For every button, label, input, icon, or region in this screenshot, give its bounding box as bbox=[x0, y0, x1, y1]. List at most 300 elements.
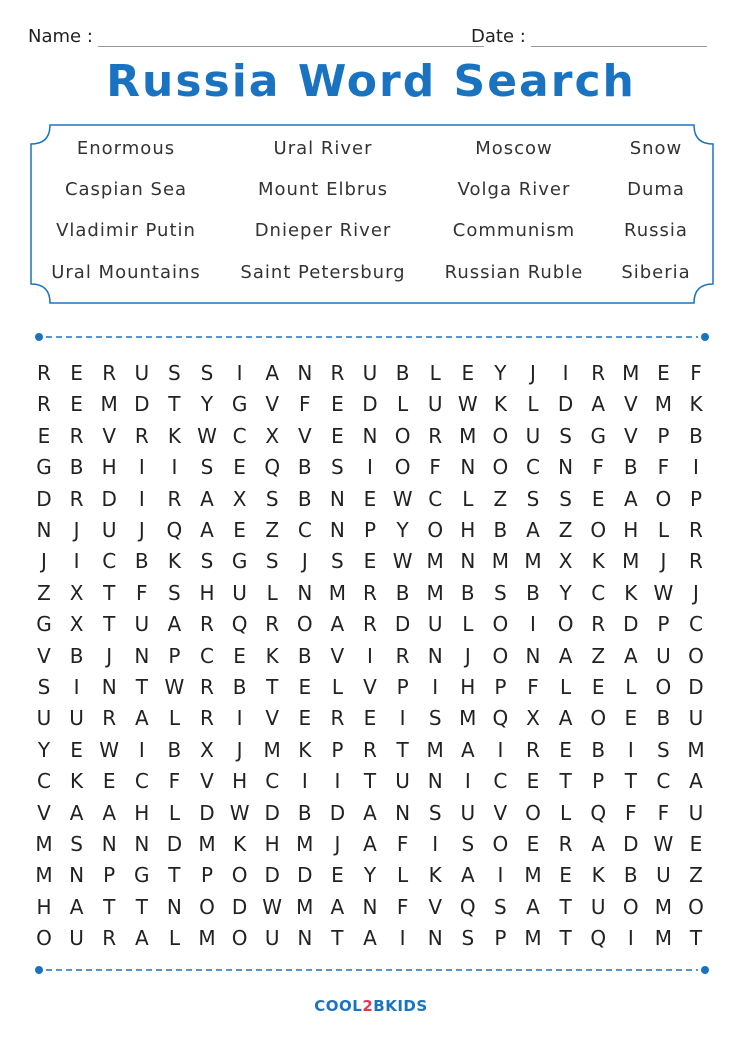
grid-letter[interactable]: W bbox=[99, 737, 120, 762]
grid-letter[interactable]: R bbox=[200, 706, 214, 731]
grid-letter[interactable]: O bbox=[231, 926, 248, 951]
grid-letter[interactable]: S bbox=[461, 926, 475, 951]
grid-letter[interactable]: V bbox=[265, 706, 280, 731]
grid-letter[interactable]: Z bbox=[37, 580, 51, 605]
grid-letter[interactable]: X bbox=[69, 612, 84, 637]
grid-letter[interactable]: B bbox=[623, 455, 638, 480]
grid-letter[interactable]: H bbox=[134, 800, 150, 825]
grid-letter[interactable]: N bbox=[460, 455, 476, 480]
grid-letter[interactable]: I bbox=[693, 455, 699, 480]
grid-letter[interactable]: D bbox=[36, 486, 52, 511]
grid-letter[interactable]: N bbox=[427, 643, 443, 668]
grid-letter[interactable]: H bbox=[264, 832, 280, 856]
grid-letter[interactable]: E bbox=[591, 486, 605, 511]
grid-letter[interactable]: R bbox=[167, 486, 182, 511]
grid-letter[interactable]: O bbox=[557, 612, 574, 637]
grid-letter[interactable]: L bbox=[462, 612, 474, 637]
grid-letter[interactable]: O bbox=[492, 832, 509, 856]
grid-letter[interactable]: S bbox=[265, 486, 279, 511]
grid-letter[interactable]: D bbox=[688, 675, 704, 699]
grid-letter[interactable]: M bbox=[328, 580, 347, 605]
grid-letter[interactable]: K bbox=[167, 423, 181, 448]
grid-letter[interactable]: G bbox=[36, 455, 52, 480]
grid-letter[interactable]: T bbox=[363, 769, 377, 794]
grid-letter[interactable]: T bbox=[559, 926, 572, 951]
grid-letter[interactable]: N bbox=[362, 423, 378, 448]
grid-letter[interactable]: Q bbox=[590, 926, 607, 951]
grid-letter[interactable]: W bbox=[262, 894, 283, 919]
grid-letter[interactable]: D bbox=[623, 612, 639, 637]
grid-letter[interactable]: O bbox=[492, 612, 509, 637]
grid-letter[interactable]: D bbox=[134, 392, 150, 417]
grid-letter[interactable]: C bbox=[656, 769, 671, 794]
grid-letter[interactable]: U bbox=[134, 361, 150, 385]
grid-letter[interactable]: I bbox=[334, 769, 341, 794]
grid-letter[interactable]: E bbox=[70, 737, 83, 762]
grid-letter[interactable]: G bbox=[231, 392, 248, 417]
grid-letter[interactable]: B bbox=[134, 549, 149, 574]
grid-letter[interactable]: Z bbox=[689, 863, 703, 888]
grid-letter[interactable]: R bbox=[428, 423, 443, 448]
grid-letter[interactable]: U bbox=[525, 423, 541, 448]
grid-letter[interactable]: L bbox=[560, 675, 572, 699]
grid-letter[interactable]: V bbox=[428, 894, 443, 919]
grid-letter[interactable]: U bbox=[362, 361, 378, 385]
grid-letter[interactable]: X bbox=[69, 580, 84, 605]
grid-letter[interactable]: R bbox=[395, 643, 410, 668]
grid-letter[interactable]: N bbox=[134, 643, 150, 668]
grid-letter[interactable]: Y bbox=[37, 737, 51, 762]
grid-letter[interactable]: R bbox=[591, 612, 606, 637]
grid-letter[interactable]: E bbox=[559, 737, 572, 762]
grid-letter[interactable]: C bbox=[134, 769, 149, 794]
grid-letter[interactable]: H bbox=[101, 455, 117, 480]
grid-letter[interactable]: A bbox=[558, 706, 573, 731]
grid-letter[interactable]: A bbox=[363, 926, 377, 951]
grid-letter[interactable]: S bbox=[559, 486, 572, 511]
grid-letter[interactable]: M bbox=[459, 423, 477, 448]
grid-letter[interactable]: N bbox=[329, 486, 345, 511]
grid-letter[interactable]: K bbox=[167, 549, 181, 574]
grid-letter[interactable]: R bbox=[689, 518, 703, 542]
grid-letter[interactable]: U bbox=[688, 800, 704, 825]
grid-letter[interactable]: P bbox=[331, 737, 344, 762]
grid-letter[interactable]: P bbox=[200, 863, 214, 888]
grid-letter[interactable]: R bbox=[330, 361, 345, 385]
grid-letter[interactable]: F bbox=[136, 580, 148, 605]
grid-letter[interactable]: M bbox=[622, 549, 640, 574]
grid-letter[interactable]: N bbox=[362, 894, 378, 919]
grid-letter[interactable]: R bbox=[200, 675, 214, 699]
grid-letter[interactable]: Q bbox=[264, 455, 281, 480]
grid-letter[interactable]: J bbox=[660, 549, 667, 574]
grid-letter[interactable]: L bbox=[168, 800, 180, 825]
grid-letter[interactable]: D bbox=[557, 392, 574, 417]
grid-letter[interactable]: H bbox=[460, 518, 476, 542]
grid-letter[interactable]: S bbox=[200, 455, 214, 480]
grid-letter[interactable]: W bbox=[392, 486, 413, 511]
grid-letter[interactable]: L bbox=[168, 926, 180, 951]
grid-letter[interactable]: P bbox=[168, 643, 181, 668]
grid-letter[interactable]: R bbox=[69, 486, 84, 511]
grid-letter[interactable]: I bbox=[138, 455, 145, 480]
grid-letter[interactable]: V bbox=[493, 800, 508, 825]
grid-letter[interactable]: I bbox=[236, 361, 243, 385]
grid-letter[interactable]: Q bbox=[590, 800, 607, 825]
grid-letter[interactable]: A bbox=[134, 926, 149, 951]
grid-letter[interactable]: M bbox=[524, 863, 542, 888]
grid-letter[interactable]: K bbox=[233, 832, 247, 856]
grid-letter[interactable]: E bbox=[363, 706, 377, 731]
grid-letter[interactable]: O bbox=[492, 455, 509, 480]
grid-letter[interactable]: U bbox=[232, 580, 247, 605]
grid-letter[interactable]: E bbox=[689, 832, 703, 856]
grid-letter[interactable]: H bbox=[199, 580, 215, 605]
grid-letter[interactable]: O bbox=[590, 518, 607, 542]
grid-letter[interactable]: J bbox=[73, 518, 80, 542]
grid-letter[interactable]: M bbox=[426, 580, 444, 605]
grid-letter[interactable]: L bbox=[462, 486, 474, 511]
grid-letter[interactable]: O bbox=[199, 894, 215, 919]
grid-letter[interactable]: W bbox=[392, 549, 413, 574]
grid-letter[interactable]: U bbox=[101, 518, 117, 542]
grid-letter[interactable]: J bbox=[236, 737, 243, 762]
grid-letter[interactable]: I bbox=[562, 361, 569, 385]
grid-letter[interactable]: H bbox=[460, 675, 476, 699]
grid-letter[interactable]: W bbox=[653, 580, 674, 605]
grid-letter[interactable]: G bbox=[134, 863, 150, 888]
grid-letter[interactable]: B bbox=[297, 486, 312, 511]
grid-letter[interactable]: C bbox=[689, 612, 703, 637]
grid-letter[interactable]: J bbox=[106, 643, 113, 668]
grid-letter[interactable]: F bbox=[592, 455, 604, 480]
grid-letter[interactable]: E bbox=[363, 549, 377, 574]
grid-letter[interactable]: L bbox=[625, 675, 637, 699]
grid-letter[interactable]: N bbox=[427, 769, 443, 794]
grid-letter[interactable]: G bbox=[590, 423, 606, 448]
grid-letter[interactable]: M bbox=[459, 706, 477, 731]
grid-letter[interactable]: I bbox=[73, 675, 80, 699]
grid-letter[interactable]: P bbox=[592, 769, 605, 794]
grid-letter[interactable]: A bbox=[200, 486, 214, 511]
grid-letter[interactable]: R bbox=[363, 737, 377, 762]
grid-letter[interactable]: D bbox=[166, 832, 183, 856]
grid-letter[interactable]: X bbox=[265, 423, 280, 448]
grid-letter[interactable]: V bbox=[363, 675, 377, 699]
grid-letter[interactable]: A bbox=[167, 612, 182, 637]
grid-letter[interactable]: D bbox=[362, 392, 378, 417]
grid-letter[interactable]: A bbox=[200, 518, 214, 542]
grid-letter[interactable]: O bbox=[590, 706, 607, 731]
grid-letter[interactable]: P bbox=[396, 675, 409, 699]
grid-letter[interactable]: U bbox=[264, 926, 280, 951]
grid-letter[interactable]: I bbox=[367, 643, 373, 668]
grid-letter[interactable]: S bbox=[37, 675, 51, 699]
grid-letter[interactable]: U bbox=[656, 643, 671, 668]
grid-letter[interactable]: D bbox=[264, 863, 280, 888]
grid-letter[interactable]: C bbox=[265, 769, 280, 794]
grid-letter[interactable]: W bbox=[457, 392, 478, 417]
grid-letter[interactable]: M bbox=[426, 737, 444, 762]
grid-letter[interactable]: X bbox=[558, 549, 573, 574]
grid-letter[interactable]: N bbox=[297, 926, 313, 951]
grid-letter[interactable]: S bbox=[494, 894, 507, 919]
grid-letter[interactable]: Q bbox=[492, 706, 509, 731]
grid-letter[interactable]: R bbox=[200, 612, 214, 637]
grid-letter[interactable]: E bbox=[298, 675, 312, 699]
grid-letter[interactable]: V bbox=[37, 643, 51, 668]
grid-letter[interactable]: I bbox=[171, 455, 178, 480]
grid-letter[interactable]: M bbox=[296, 832, 314, 856]
grid-letter[interactable]: U bbox=[395, 769, 410, 794]
grid-letter[interactable]: M bbox=[100, 392, 118, 417]
grid-letter[interactable]: U bbox=[460, 800, 476, 825]
grid-letter[interactable]: C bbox=[591, 580, 606, 605]
grid-letter[interactable]: L bbox=[429, 361, 441, 385]
grid-letter[interactable]: N bbox=[101, 832, 117, 856]
grid-letter[interactable]: L bbox=[266, 580, 278, 605]
grid-letter[interactable]: E bbox=[363, 486, 377, 511]
grid-letter[interactable]: O bbox=[622, 894, 639, 919]
grid-letter[interactable]: A bbox=[363, 832, 377, 856]
grid-letter[interactable]: U bbox=[427, 612, 443, 637]
grid-letter[interactable]: A bbox=[623, 486, 638, 511]
grid-letter[interactable]: O bbox=[492, 423, 509, 448]
grid-letter[interactable]: C bbox=[200, 643, 214, 668]
grid-letter[interactable]: O bbox=[231, 863, 248, 888]
grid-letter[interactable]: K bbox=[624, 580, 638, 605]
grid-letter[interactable]: N bbox=[134, 832, 150, 856]
grid-letter[interactable]: C bbox=[297, 518, 312, 542]
grid-letter[interactable]: M bbox=[622, 361, 640, 385]
grid-letter[interactable]: N bbox=[460, 549, 476, 574]
grid-letter[interactable]: I bbox=[432, 675, 439, 699]
grid-letter[interactable]: O bbox=[427, 518, 444, 542]
grid-letter[interactable]: F bbox=[527, 675, 539, 699]
grid-letter[interactable]: H bbox=[36, 894, 52, 919]
grid-letter[interactable]: M bbox=[524, 926, 542, 951]
grid-letter[interactable]: B bbox=[623, 863, 638, 888]
grid-letter[interactable]: S bbox=[428, 706, 442, 731]
grid-letter[interactable]: E bbox=[331, 863, 344, 888]
grid-letter[interactable]: U bbox=[688, 706, 704, 731]
grid-letter[interactable]: T bbox=[559, 894, 572, 919]
grid-letter[interactable]: M bbox=[687, 737, 705, 762]
grid-letter[interactable]: B bbox=[656, 706, 671, 731]
grid-letter[interactable]: X bbox=[526, 706, 540, 731]
grid-letter[interactable]: L bbox=[168, 706, 180, 731]
grid-letter[interactable]: J bbox=[41, 549, 47, 574]
grid-letter[interactable]: E bbox=[70, 361, 83, 385]
grid-letter[interactable]: M bbox=[491, 549, 510, 574]
grid-letter[interactable]: S bbox=[200, 549, 214, 574]
grid-letter[interactable]: Y bbox=[200, 392, 214, 417]
grid-letter[interactable]: B bbox=[297, 643, 312, 668]
grid-letter[interactable]: Q bbox=[231, 612, 248, 637]
grid-letter[interactable]: D bbox=[231, 894, 248, 919]
grid-letter[interactable]: U bbox=[590, 894, 606, 919]
grid-letter[interactable]: B bbox=[297, 455, 312, 480]
grid-letter[interactable]: A bbox=[689, 769, 703, 794]
grid-letter[interactable]: Q bbox=[166, 518, 183, 542]
grid-letter[interactable]: I bbox=[399, 926, 406, 951]
grid-letter[interactable]: J bbox=[530, 361, 536, 385]
grid-letter[interactable]: M bbox=[524, 549, 542, 574]
grid-letter[interactable]: F bbox=[690, 361, 702, 385]
grid-letter[interactable]: M bbox=[296, 894, 314, 919]
grid-letter[interactable]: P bbox=[689, 486, 703, 511]
grid-letter[interactable]: I bbox=[73, 549, 80, 574]
grid-letter[interactable]: E bbox=[233, 643, 246, 668]
grid-letter[interactable]: Z bbox=[591, 643, 606, 668]
grid-letter[interactable]: O bbox=[688, 894, 704, 919]
grid-letter[interactable]: C bbox=[232, 423, 247, 448]
grid-letter[interactable]: S bbox=[657, 737, 670, 762]
grid-letter[interactable]: K bbox=[591, 863, 605, 888]
grid-letter[interactable]: B bbox=[591, 737, 606, 762]
grid-letter[interactable]: B bbox=[69, 643, 84, 668]
grid-letter[interactable]: N bbox=[36, 518, 52, 542]
grid-letter[interactable]: M bbox=[426, 549, 444, 574]
grid-letter[interactable]: E bbox=[526, 769, 540, 794]
grid-letter[interactable]: T bbox=[331, 926, 344, 951]
grid-letter[interactable]: V bbox=[623, 423, 638, 448]
grid-letter[interactable]: V bbox=[623, 392, 638, 417]
grid-letter[interactable]: U bbox=[36, 706, 52, 731]
grid-letter[interactable]: I bbox=[627, 737, 634, 762]
grid-letter[interactable]: F bbox=[396, 894, 409, 919]
grid-letter[interactable]: K bbox=[265, 643, 279, 668]
grid-letter[interactable]: P bbox=[494, 926, 507, 951]
grid-letter[interactable]: A bbox=[460, 863, 475, 888]
grid-letter[interactable]: A bbox=[623, 643, 638, 668]
grid-letter[interactable]: A bbox=[526, 518, 540, 542]
grid-letter[interactable]: S bbox=[265, 549, 279, 574]
grid-letter[interactable]: E bbox=[233, 455, 246, 480]
grid-letter[interactable]: B bbox=[493, 518, 508, 542]
grid-letter[interactable]: C bbox=[37, 769, 51, 794]
grid-letter[interactable]: R bbox=[363, 580, 377, 605]
grid-letter[interactable]: D bbox=[199, 800, 215, 825]
grid-letter[interactable]: I bbox=[138, 486, 145, 511]
grid-letter[interactable]: I bbox=[627, 926, 634, 951]
grid-letter[interactable]: H bbox=[232, 769, 248, 794]
grid-letter[interactable]: E bbox=[559, 863, 572, 888]
grid-letter[interactable]: E bbox=[591, 675, 605, 699]
grid-letter[interactable]: Y bbox=[559, 580, 572, 605]
grid-letter[interactable]: R bbox=[526, 737, 540, 762]
grid-letter[interactable]: T bbox=[168, 392, 181, 417]
grid-letter[interactable]: R bbox=[363, 612, 377, 637]
grid-letter[interactable]: K bbox=[298, 737, 312, 762]
grid-letter[interactable]: P bbox=[657, 612, 670, 637]
grid-letter[interactable]: E bbox=[526, 832, 540, 856]
grid-letter[interactable]: L bbox=[527, 392, 539, 417]
grid-letter[interactable]: A bbox=[558, 643, 573, 668]
grid-letter[interactable]: E bbox=[70, 392, 83, 417]
grid-letter[interactable]: O bbox=[492, 643, 509, 668]
grid-letter[interactable]: A bbox=[330, 894, 345, 919]
grid-letter[interactable]: D bbox=[329, 800, 346, 825]
grid-letter[interactable]: S bbox=[559, 423, 572, 448]
grid-letter[interactable]: U bbox=[427, 392, 443, 417]
grid-letter[interactable]: J bbox=[138, 518, 145, 542]
date-field[interactable] bbox=[531, 46, 707, 47]
grid-letter[interactable]: T bbox=[396, 737, 409, 762]
grid-letter[interactable]: M bbox=[198, 926, 216, 951]
grid-letter[interactable]: T bbox=[103, 580, 116, 605]
grid-letter[interactable]: A bbox=[134, 706, 149, 731]
grid-letter[interactable]: S bbox=[461, 832, 475, 856]
grid-letter[interactable]: S bbox=[494, 580, 507, 605]
grid-letter[interactable]: M bbox=[654, 894, 673, 919]
grid-letter[interactable]: W bbox=[229, 800, 250, 825]
grid-letter[interactable]: V bbox=[37, 800, 51, 825]
grid-letter[interactable]: R bbox=[265, 612, 280, 637]
grid-letter[interactable]: S bbox=[428, 800, 442, 825]
grid-letter[interactable]: P bbox=[657, 423, 670, 448]
grid-letter[interactable]: T bbox=[135, 894, 148, 919]
grid-letter[interactable]: A bbox=[265, 361, 280, 385]
grid-letter[interactable]: N bbox=[525, 643, 541, 668]
grid-letter[interactable]: R bbox=[37, 361, 51, 385]
grid-letter[interactable]: R bbox=[134, 423, 149, 448]
grid-letter[interactable]: K bbox=[493, 392, 507, 417]
grid-letter[interactable]: S bbox=[168, 361, 181, 385]
grid-letter[interactable]: I bbox=[530, 612, 536, 637]
grid-letter[interactable]: T bbox=[689, 926, 703, 951]
grid-letter[interactable]: M bbox=[263, 737, 281, 762]
grid-letter[interactable]: P bbox=[103, 863, 116, 888]
grid-letter[interactable]: I bbox=[367, 455, 373, 480]
grid-letter[interactable]: B bbox=[69, 455, 84, 480]
grid-letter[interactable]: O bbox=[394, 423, 411, 448]
grid-letter[interactable]: S bbox=[331, 549, 344, 574]
grid-letter[interactable]: T bbox=[135, 675, 148, 699]
grid-letter[interactable]: F bbox=[625, 800, 637, 825]
grid-letter[interactable]: U bbox=[69, 706, 84, 731]
grid-letter[interactable]: A bbox=[102, 800, 117, 825]
grid-letter[interactable]: F bbox=[657, 455, 670, 480]
grid-letter[interactable]: A bbox=[526, 894, 540, 919]
grid-letter[interactable]: K bbox=[70, 769, 84, 794]
grid-letter[interactable]: A bbox=[69, 894, 84, 919]
grid-letter[interactable]: J bbox=[301, 549, 308, 574]
grid-letter[interactable]: I bbox=[399, 706, 406, 731]
grid-letter[interactable]: H bbox=[623, 518, 639, 542]
grid-letter[interactable]: K bbox=[428, 863, 442, 888]
grid-letter[interactable]: G bbox=[36, 612, 52, 637]
grid-letter[interactable]: O bbox=[394, 455, 411, 480]
grid-letter[interactable]: I bbox=[497, 737, 504, 762]
grid-letter[interactable]: P bbox=[494, 675, 507, 699]
grid-letter[interactable]: N bbox=[427, 926, 443, 951]
grid-letter[interactable]: T bbox=[168, 863, 181, 888]
grid-letter[interactable]: X bbox=[232, 486, 247, 511]
grid-letter[interactable]: D bbox=[623, 832, 639, 856]
grid-letter[interactable]: E bbox=[657, 361, 670, 385]
grid-letter[interactable]: N bbox=[297, 361, 313, 385]
grid-letter[interactable]: N bbox=[558, 455, 574, 480]
grid-letter[interactable]: C bbox=[428, 486, 443, 511]
grid-letter[interactable]: M bbox=[35, 863, 53, 888]
grid-letter[interactable]: O bbox=[296, 612, 313, 637]
grid-letter[interactable]: F bbox=[299, 392, 311, 417]
grid-letter[interactable]: L bbox=[331, 675, 343, 699]
grid-letter[interactable]: N bbox=[329, 518, 345, 542]
grid-letter[interactable]: W bbox=[197, 423, 217, 448]
grid-letter[interactable]: R bbox=[102, 926, 117, 951]
